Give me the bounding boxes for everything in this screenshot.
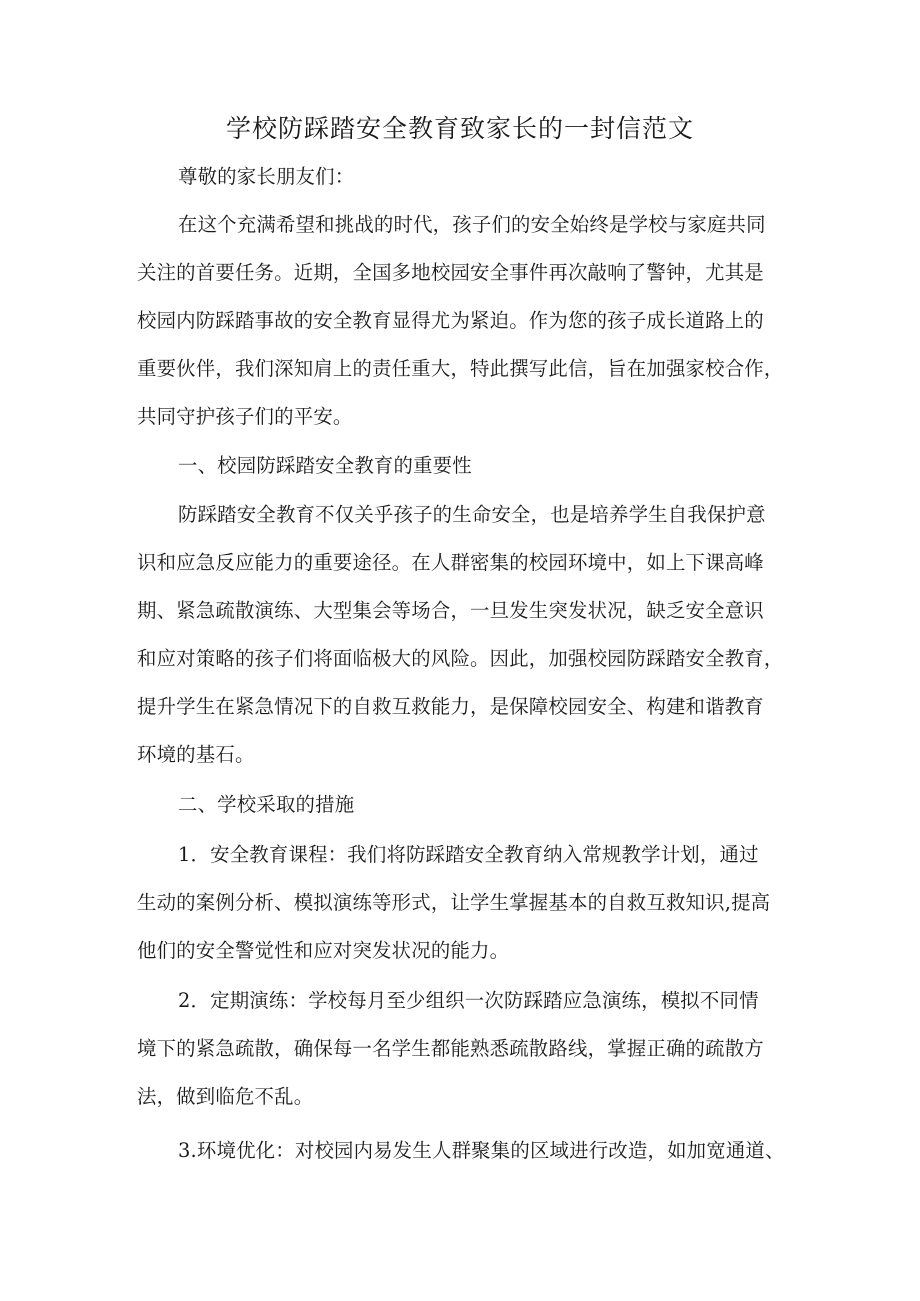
section-heading: 二、学校采取的措施 [178, 793, 355, 816]
list-item-line: 2．定期演练：学校每月至少组织一次防踩踏应急演练，模拟不同情 [178, 989, 759, 1012]
paragraph-line: 在这个充满希望和挑战的时代，孩子们的安全始终是学校与家庭共同 [178, 213, 766, 236]
list-item-line: 境下的紧急疏散，确保每一名学生都能熟悉疏散路线，掌握正确的疏散方 [137, 1037, 764, 1060]
paragraph-line: 共同守护孩子们的平安。 [137, 405, 353, 428]
salutation: 尊敬的家长朋友们： [178, 165, 355, 188]
paragraph-line: 期、紧急疏散演练、大型集会等场合，一旦发生突发状况，缺乏安全意识 [137, 599, 764, 622]
list-item-line: 生动的案例分析、模拟演练等形式，让学生掌握基本的自救互救知识,提高 [137, 891, 771, 914]
document-title: 学校防踩踏安全教育致家长的一封信范文 [225, 114, 694, 143]
paragraph-line: 识和应急反应能力的重要途径。在人群密集的校园环境中，如上下课高峰 [137, 551, 764, 574]
paragraph-line: 提升学生在紧急情况下的自救互救能力，是保障校园安全、构建和谐教育 [137, 695, 764, 718]
section-heading: 一、校园防踩踏安全教育的重要性 [178, 454, 472, 477]
list-item-line: 法，做到临危不乱。 [137, 1085, 314, 1108]
list-item-line: 1．安全教育课程：我们将防踩踏安全教育纳入常规教学计划，通过 [178, 843, 759, 866]
paragraph-line: 环境的基石。 [137, 743, 255, 766]
list-item-line: 他们的安全警觉性和应对突发状况的能力。 [137, 939, 510, 962]
paragraph-line: 校园内防踩踏事故的安全教育显得尤为紧迫。作为您的孩子成长道路上的 [137, 309, 764, 332]
list-item-line: 3.环境优化：对校园内易发生人群聚集的区域进行改造，如加宽通道、 [178, 1139, 785, 1162]
paragraph-line: 和应对策略的孩子们将面临极大的风险。因此，加强校园防踩踏安全教育， [137, 647, 784, 670]
paragraph-line: 防踩踏安全教育不仅关乎孩子的生命安全，也是培养学生自我保护意 [178, 503, 766, 526]
paragraph-line: 重要伙伴，我们深知肩上的责任重大，特此撰写此信，旨在加强家校合作， [137, 357, 784, 380]
paragraph-line: 关注的首要任务。近期，全国多地校园安全事件再次敲响了警钟，尤其是 [137, 261, 764, 284]
